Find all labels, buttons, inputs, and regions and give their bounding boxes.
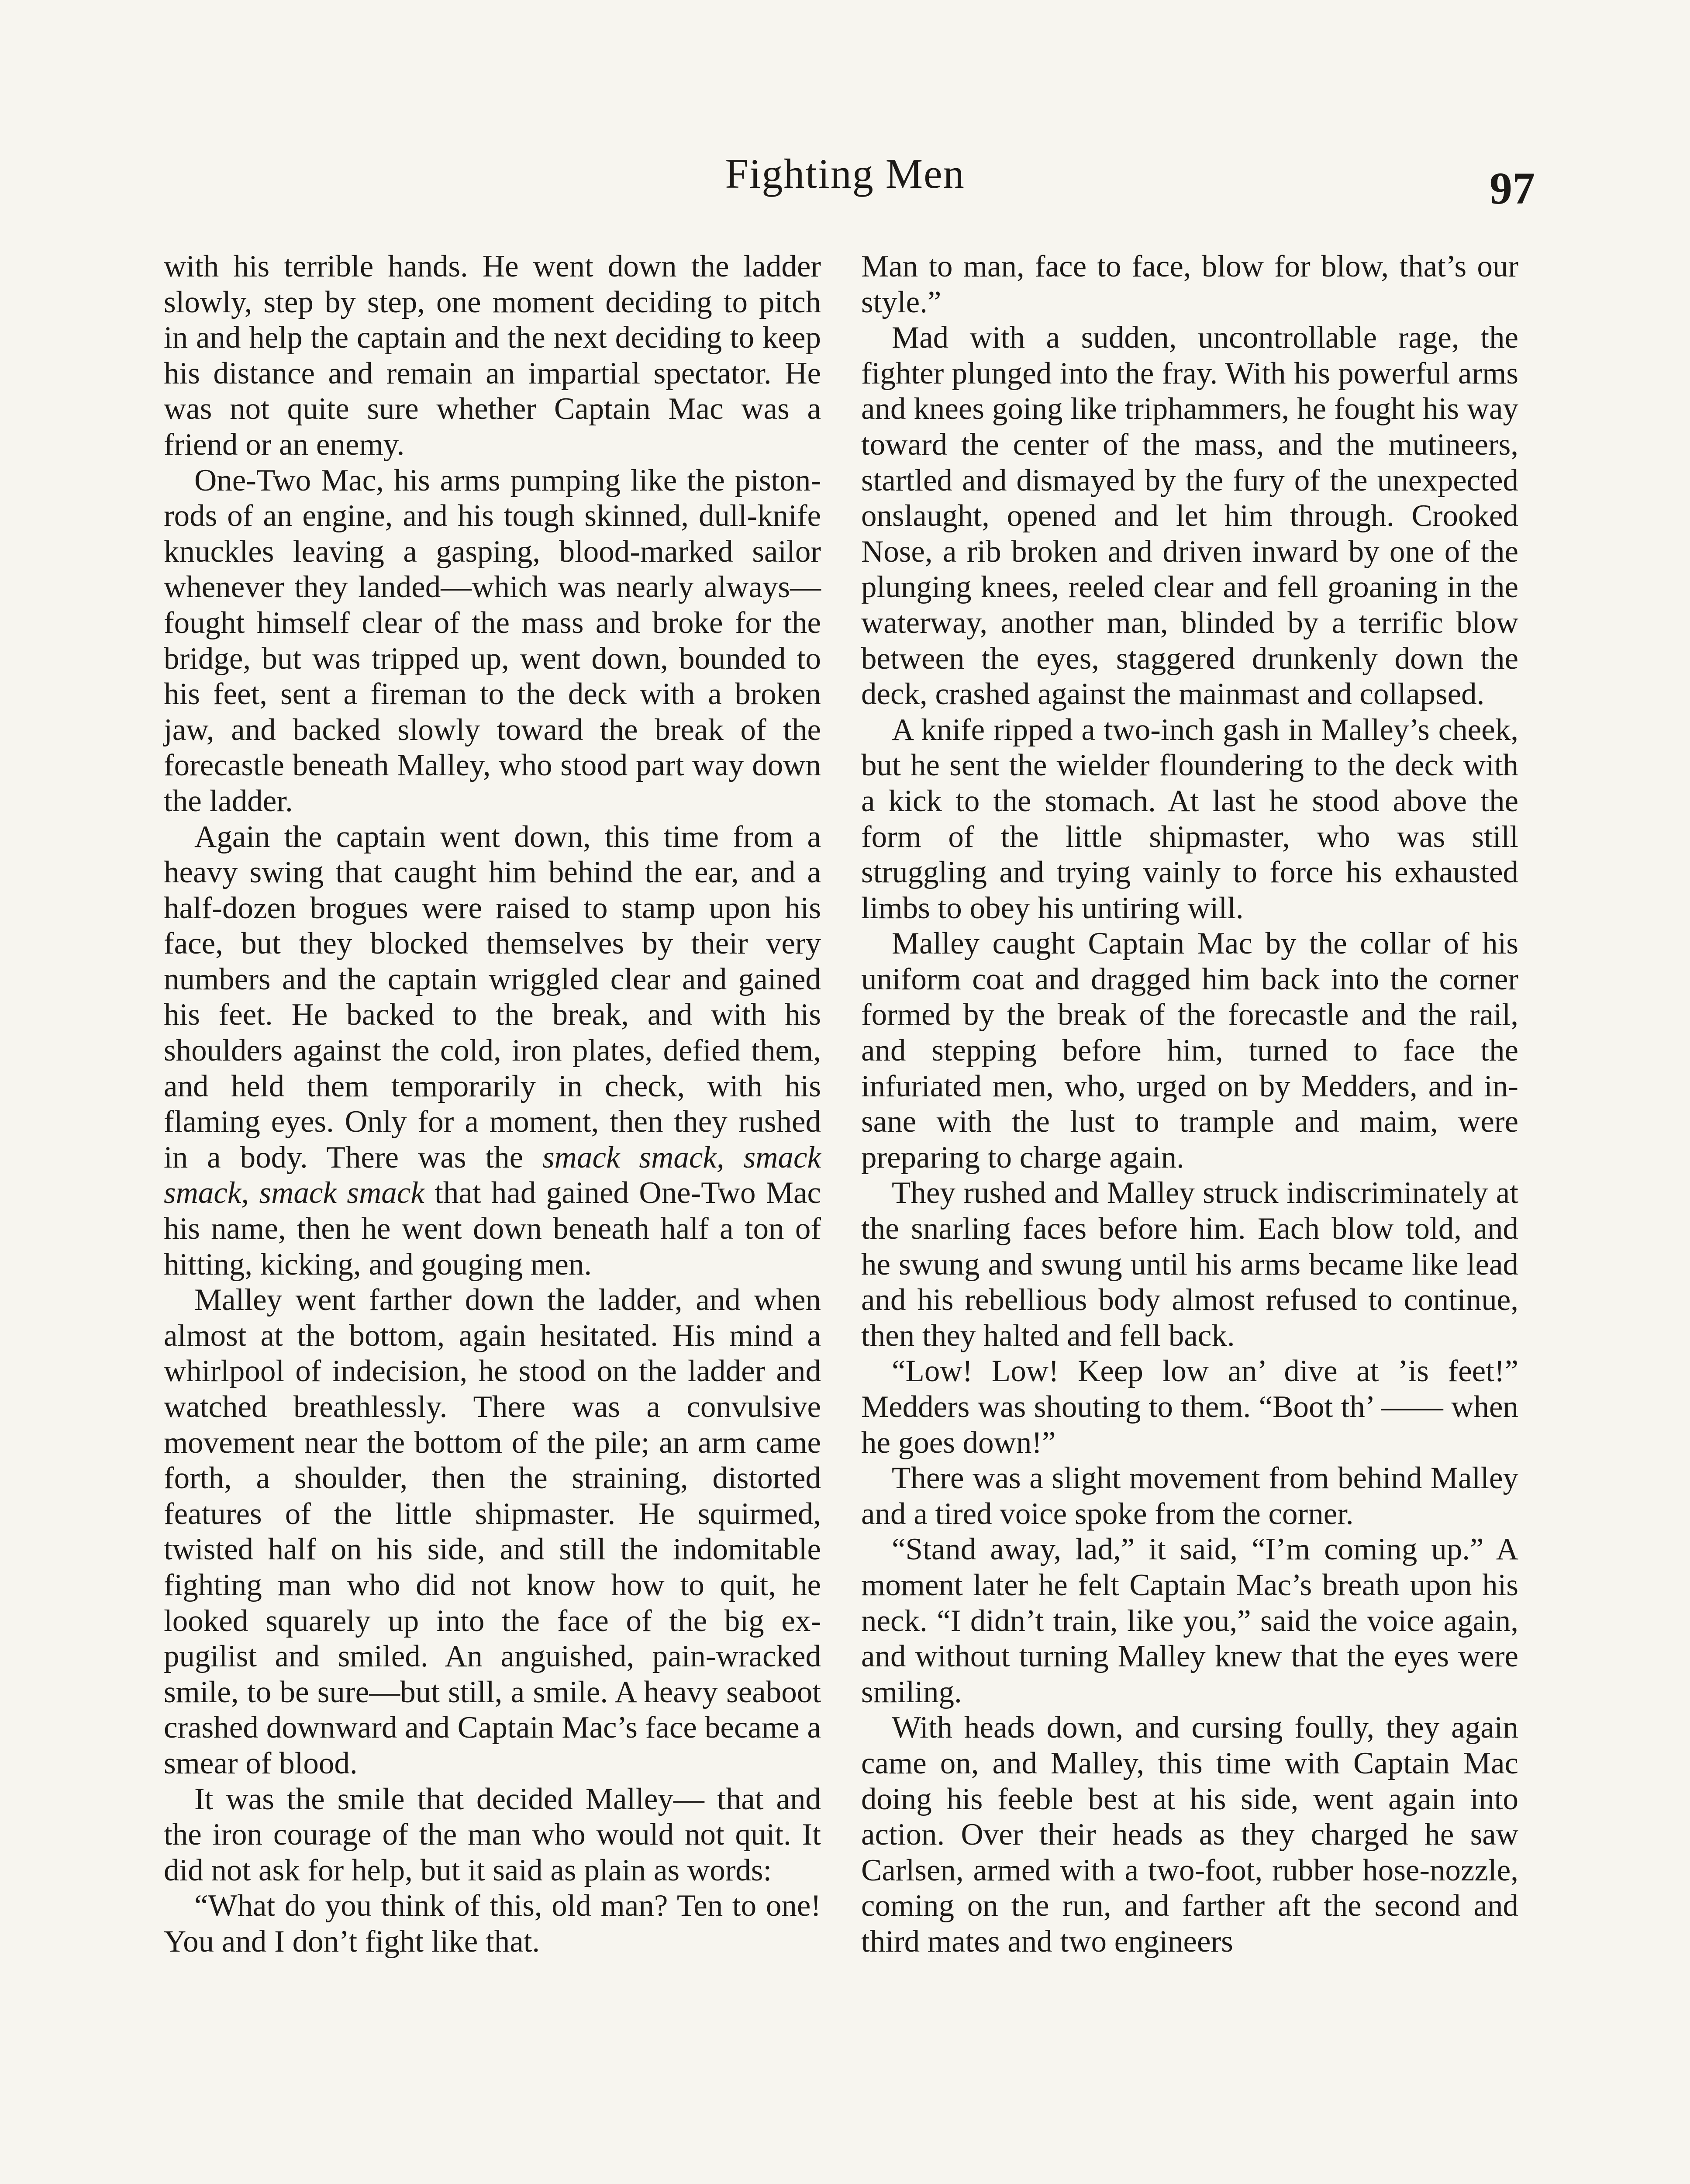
paragraph: Malley caught Captain Mac by the collar of his uniform coat and dragged him back into the corner formed by the break of the forecastle and the rail, and stepping before him, turned to face the infuriated men, who, urged on by Medders, and insane with the lust to trample and maim, were preparing to charge again. bbox=[861, 926, 1518, 1175]
paragraph-text: that had gained One-Two Mac his name, then he went down beneath half a ton of hitting, kicking, and gouging men. bbox=[164, 1176, 821, 1282]
paragraph: There was a slight movement from behind Malley and a tired voice spoke from the corner. bbox=[861, 1461, 1518, 1531]
paragraph: One-Two Mac, his arms pumping like the piston-rods of an engine, and his tough skinned, dull-knife knuckles leaving a gasping, blood-marked sailor whenever they landed—which was nearly always—fought himself clear of the mass and broke for the bridge, but was tripped up, went down, bounded to his feet, sent a fireman to the deck with a broken jaw, and backed slowly toward the break of the forecastle beneath Malley, who stood part way down the ladder. bbox=[164, 463, 821, 818]
paragraph bbox=[164, 819, 821, 1283]
paragraph: “What do you think of this, old man? Ten to one! You and I don’t fight like that. bbox=[164, 1889, 821, 1959]
left-column bbox=[164, 249, 821, 1960]
paragraph: Mad with a sudden, uncontrollable rage, the fighter plunged into the fray. With his powerful arms and knees going like triphammers, he fought his way toward the center of the mass, and the mutineers, startled and dismayed by the fury of the unexpected onslaught, opened and let him through. Crooked Nose, a rib broken and driven inward by one of the plunging knees, reeled clear and fell groaning in the waterway, another man, blinded by a terrific blow between the eyes, staggered drunkenly down the deck, crashed against the mainmast and collapsed. bbox=[861, 321, 1518, 712]
paragraph: A knife ripped a two-inch gash in Malley’s cheek, but he sent the wielder floundering to the deck with a kick to the stomach. At last he stood above the form of the little shipmaster, who was still struggling and trying vainly to force his exhausted limbs to obey his untiring will. bbox=[861, 712, 1518, 925]
paragraph: Man to man, face to face, blow for blow, that’s our style.” bbox=[861, 249, 1518, 319]
paragraph: “Low! Low! Keep low an’ dive at ’is feet!” Medders was shouting to them. “Boot th’ —— when he goes down!” bbox=[861, 1354, 1518, 1460]
paragraph: Malley went farther down the ladder, and when almost at the bottom, again hesitated. His mind a whirlpool of indecision, he stood on the ladder and watched breathlessly. There was a convulsive movement near the bottom of the pile; an arm came forth, a shoulder, then the straining, distorted features of the little shipmaster. He squirmed, twisted half on his side, and still the indomitable fighting man who did not know how to quit, he looked squarely up into the face of the big ex-pugilist and smiled. An anguished, pain-wracked smile, to be sure—but still, a smile. A heavy seaboot crashed downward and Captain Mac’s face became a smear of blood. bbox=[164, 1283, 821, 1780]
paragraph: They rushed and Malley struck indiscriminately at the snarling faces before him. Each blow told, and he swung and swung until his arms became like lead and his rebellious body almost refused to continue, then they halted and fell back. bbox=[861, 1176, 1518, 1353]
paragraph-text: Again the captain went down, this time from a heavy swing that caught him behind the ear, and a half-dozen brogues were raised to stamp upon his face, but they blocked themselves by their very numbers and the captain wriggled clear and gained his feet. He backed to the break, and with his shoulders against the cold, iron plates, defied them, and held them temporarily in check, with his flaming eyes. Only for a moment, then they rushed in a body. There was the bbox=[164, 819, 821, 1175]
paragraph: with his terrible hands. He went down the ladder slowly, step by step, one moment deciding to pitch in and help the captain and the next deciding to keep his distance and remain an impartial spectator. He was not quite sure whether Captain Mac was a friend or an enemy. bbox=[164, 249, 821, 462]
right-column bbox=[861, 249, 1518, 1960]
paragraph: With heads down, and cursing foully, they again came on, and Malley, this time with Captain Mac doing his feeble best at his side, went again into action. Over their heads as they charged he saw Carlsen, armed with a two-foot, rubber hose-nozzle, coming on the run, and farther aft the second and third mates and two engineers bbox=[861, 1711, 1518, 1959]
italic-sound-effect: smack smack, smack smack, smack smack bbox=[164, 1140, 821, 1210]
running-head: Fighting Men bbox=[725, 150, 965, 197]
paragraph: It was the smile that decided Malley— that and the iron courage of the man who would not quit. It did not ask for help, but it said as plain as words: bbox=[164, 1782, 821, 1887]
page-number: 97 bbox=[1490, 163, 1535, 214]
paragraph: “Stand away, lad,” it said, “I’m coming up.” A moment later he felt Captain Mac’s breath upon his neck. “I didn’t train, like you,” said the voice again, and without turning Malley knew that the eyes were smiling. bbox=[861, 1532, 1518, 1709]
